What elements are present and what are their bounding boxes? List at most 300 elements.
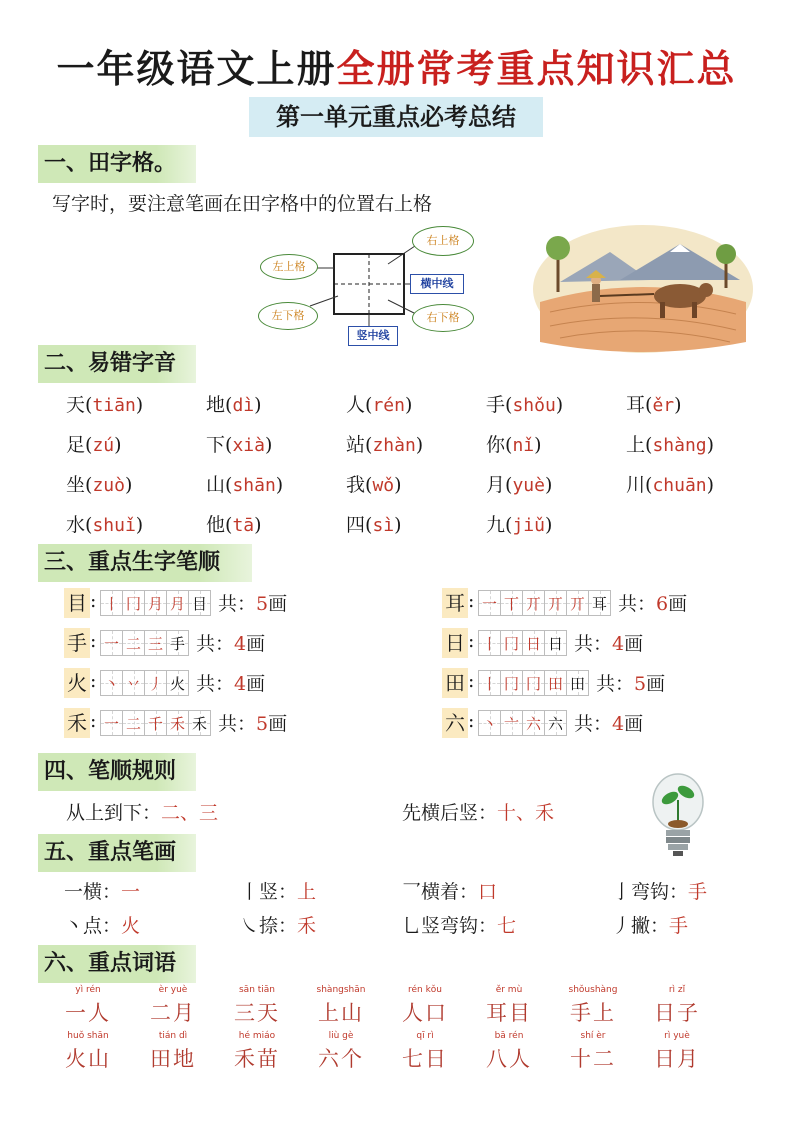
paren-close: ) bbox=[544, 474, 553, 496]
pronunciation-item bbox=[626, 390, 682, 417]
key-word-item bbox=[390, 985, 460, 1027]
stroke-step-box bbox=[500, 590, 523, 616]
stroke-step-boxes bbox=[100, 590, 210, 616]
paren-open: ( bbox=[225, 434, 233, 456]
stroke-step-box bbox=[122, 630, 145, 656]
word-pinyin: rì zǐ bbox=[668, 985, 686, 995]
stroke-name: 横： bbox=[83, 881, 122, 903]
stroke-name: 捺： bbox=[259, 915, 298, 937]
paren-open: ( bbox=[85, 394, 93, 416]
stroke-step-box bbox=[122, 670, 145, 696]
paren-close: ) bbox=[544, 514, 553, 536]
paren-open: ( bbox=[365, 434, 373, 456]
word-text: 田地 bbox=[150, 1047, 196, 1071]
word-pinyin: shí èr bbox=[580, 1031, 606, 1041]
pronunciation-item bbox=[346, 510, 402, 537]
stroke-step-glyph: 亠 bbox=[503, 715, 519, 733]
stroke-symbol: 乚 bbox=[402, 915, 422, 937]
pronunciation-pinyin: sì bbox=[372, 515, 395, 536]
paren-open: ( bbox=[505, 394, 513, 416]
stroke-unit: 画 bbox=[624, 713, 644, 735]
stroke-symbol: ㇏ bbox=[240, 915, 260, 937]
stroke-total bbox=[218, 709, 287, 736]
label-bottom-left: 左下格 bbox=[258, 302, 318, 330]
key-word-item bbox=[306, 1031, 376, 1073]
stroke-total-count: 4 bbox=[612, 633, 625, 655]
paren-close: ) bbox=[415, 434, 424, 456]
stroke-step-box bbox=[544, 670, 567, 696]
paren-open: ( bbox=[645, 434, 653, 456]
pronunciation-pinyin: xià bbox=[232, 435, 265, 456]
colon: : bbox=[90, 710, 97, 732]
pronunciation-item bbox=[626, 470, 714, 497]
stroke-total bbox=[218, 589, 287, 616]
stroke-order-char: 火 bbox=[64, 668, 90, 698]
word-pinyin: ěr mù bbox=[495, 985, 523, 995]
stroke-step-boxes bbox=[478, 670, 588, 696]
stroke-example: 七 bbox=[497, 915, 517, 937]
pronunciation-pinyin: chuān bbox=[652, 475, 707, 496]
pronunciation-pinyin: shǒu bbox=[512, 395, 556, 416]
section-heading-stroke-order: 三、重点生字笔顺 bbox=[38, 544, 252, 582]
stroke-step-glyph: 六 bbox=[547, 715, 563, 733]
paren-open: ( bbox=[85, 474, 93, 496]
pronunciation-pinyin: shuǐ bbox=[92, 515, 136, 536]
pronunciation-pinyin: zhàn bbox=[372, 435, 416, 456]
stroke-example: 手 bbox=[669, 915, 689, 937]
title-part1: 一年级语文上册 bbox=[56, 47, 337, 91]
paren-open: ( bbox=[225, 514, 233, 536]
pronunciation-char: 地 bbox=[206, 394, 226, 416]
stroke-step-box bbox=[544, 710, 567, 736]
stroke-step-glyph: 丌 bbox=[569, 595, 585, 613]
stroke-step-glyph: 手 bbox=[169, 635, 185, 653]
paren-open: ( bbox=[85, 434, 93, 456]
key-word-item bbox=[53, 1031, 123, 1073]
label-bottom-right: 右下格 bbox=[412, 304, 474, 332]
stroke-total-count: 5 bbox=[256, 593, 269, 615]
key-word-item bbox=[306, 985, 376, 1027]
key-stroke-item bbox=[64, 911, 140, 938]
rule-top-to-bottom bbox=[66, 798, 218, 825]
pronunciation-pinyin: rén bbox=[372, 395, 405, 416]
word-text: 七日 bbox=[402, 1047, 448, 1071]
farmer-ox-illustration bbox=[530, 222, 756, 356]
key-stroke-item bbox=[612, 911, 688, 938]
key-word-item bbox=[642, 1031, 712, 1073]
stroke-symbol: 亅 bbox=[612, 881, 632, 903]
stroke-total-label: 共： bbox=[574, 713, 613, 735]
pronunciation-char: 你 bbox=[486, 434, 506, 456]
label-top-right: 右上格 bbox=[412, 226, 474, 256]
stroke-step-box bbox=[544, 630, 567, 656]
stroke-example: 上 bbox=[297, 881, 317, 903]
stroke-symbol: 一 bbox=[64, 881, 84, 903]
word-text: 日子 bbox=[654, 1001, 700, 1025]
paren-open: ( bbox=[645, 394, 653, 416]
pronunciation-item bbox=[346, 390, 412, 417]
stroke-step-glyph: 月 bbox=[169, 595, 185, 613]
stroke-total-label: 共： bbox=[196, 673, 235, 695]
word-pinyin: shǒushàng bbox=[568, 985, 618, 995]
stroke-order-char: 目 bbox=[64, 588, 90, 618]
paren-open: ( bbox=[505, 474, 513, 496]
lightbulb-sprout-icon bbox=[648, 770, 708, 860]
stroke-total bbox=[574, 629, 643, 656]
word-pinyin: hé miáo bbox=[238, 1031, 276, 1041]
stroke-step-glyph: 丨 bbox=[103, 595, 119, 613]
stroke-total bbox=[196, 669, 265, 696]
stroke-step-box bbox=[522, 630, 545, 656]
stroke-step-glyph: 冂 bbox=[503, 635, 519, 653]
paren-close: ) bbox=[275, 474, 284, 496]
stroke-step-boxes bbox=[478, 630, 566, 656]
word-pinyin: sān tiān bbox=[238, 985, 276, 995]
pronunciation-char: 四 bbox=[346, 514, 366, 536]
stroke-step-box bbox=[144, 590, 167, 616]
pronunciation-char: 站 bbox=[346, 434, 366, 456]
page-title bbox=[0, 38, 793, 93]
word-pinyin: liù gè bbox=[328, 1031, 354, 1041]
word-pinyin: bā rén bbox=[494, 1031, 524, 1041]
pronunciation-item bbox=[66, 510, 143, 537]
paren-close: ) bbox=[394, 474, 402, 496]
stroke-name: 撇： bbox=[631, 915, 670, 937]
section-heading-grid: 一、田字格。 bbox=[38, 145, 196, 183]
stroke-step-glyph: 火 bbox=[169, 675, 185, 693]
stroke-order-char: 手 bbox=[64, 628, 90, 658]
stroke-total-count: 4 bbox=[234, 633, 247, 655]
word-text: 手上 bbox=[570, 1001, 616, 1025]
word-text: 六个 bbox=[318, 1047, 364, 1071]
key-word-item bbox=[474, 985, 544, 1027]
stroke-step-glyph: 丷 bbox=[125, 675, 141, 693]
word-pinyin: shàngshān bbox=[316, 985, 366, 995]
stroke-order-char: 耳 bbox=[442, 588, 468, 618]
pronunciation-item bbox=[486, 390, 563, 417]
stroke-total-label: 共： bbox=[218, 593, 257, 615]
stroke-symbol: 丨 bbox=[240, 881, 260, 903]
pronunciation-char: 九 bbox=[486, 514, 506, 536]
stroke-step-glyph: 日 bbox=[525, 635, 541, 653]
key-stroke-item bbox=[402, 877, 497, 904]
colon: : bbox=[90, 590, 97, 612]
stroke-total-label: 共： bbox=[218, 713, 257, 735]
stroke-step-glyph: 田 bbox=[547, 675, 563, 693]
stroke-step-box bbox=[166, 710, 189, 736]
stroke-step-box bbox=[566, 590, 589, 616]
stroke-step-glyph: 冂 bbox=[525, 675, 541, 693]
stroke-name: 横着： bbox=[421, 881, 479, 903]
stroke-step-glyph: 目 bbox=[191, 595, 207, 613]
stroke-step-box bbox=[522, 710, 545, 736]
paren-open: ( bbox=[505, 434, 513, 456]
stroke-example: 口 bbox=[478, 881, 498, 903]
stroke-example: 一 bbox=[121, 881, 141, 903]
stroke-unit: 画 bbox=[268, 593, 288, 615]
stroke-total bbox=[596, 669, 665, 696]
stroke-step-box bbox=[566, 670, 589, 696]
paren-close: ) bbox=[264, 434, 273, 456]
stroke-step-box bbox=[100, 710, 123, 736]
pronunciation-pinyin: tiān bbox=[92, 395, 136, 416]
pronunciation-item bbox=[66, 430, 122, 457]
word-text: 十二 bbox=[570, 1047, 616, 1071]
grid-intro-text: 写字时，要注意笔画在田字格中的位置右上格 bbox=[52, 193, 433, 215]
stroke-step-glyph: 月 bbox=[147, 595, 163, 613]
pronunciation-pinyin: yuè bbox=[512, 475, 545, 496]
key-word-item bbox=[138, 1031, 208, 1073]
colon: : bbox=[468, 710, 475, 732]
word-text: 上山 bbox=[318, 1001, 364, 1025]
pronunciation-char: 他 bbox=[206, 514, 226, 536]
stroke-order-char: 日 bbox=[442, 628, 468, 658]
stroke-unit: 画 bbox=[246, 633, 266, 655]
stroke-step-glyph: 六 bbox=[525, 715, 541, 733]
pronunciation-item bbox=[626, 430, 714, 457]
stroke-step-glyph: 田 bbox=[569, 675, 585, 693]
paren-close: ) bbox=[254, 514, 262, 536]
key-word-item bbox=[642, 985, 712, 1027]
stroke-total-count: 5 bbox=[256, 713, 269, 735]
word-text: 人口 bbox=[402, 1001, 448, 1025]
stroke-name: 竖： bbox=[259, 881, 298, 903]
label-top-left: 左上格 bbox=[260, 254, 318, 280]
pronunciation-char: 川 bbox=[626, 474, 646, 496]
stroke-total bbox=[574, 709, 643, 736]
tianzige-diagram bbox=[248, 220, 488, 350]
pronunciation-char: 月 bbox=[486, 474, 506, 496]
stroke-step-glyph: 一 bbox=[481, 595, 497, 613]
key-stroke-item bbox=[612, 877, 707, 904]
paren-open: ( bbox=[225, 474, 233, 496]
pronunciation-char: 耳 bbox=[626, 394, 646, 416]
stroke-step-box bbox=[188, 710, 211, 736]
key-word-item bbox=[474, 1031, 544, 1073]
stroke-unit: 画 bbox=[646, 673, 666, 695]
paren-open: ( bbox=[365, 394, 373, 416]
section-heading-key-words: 六、重点词语 bbox=[38, 945, 196, 983]
stroke-step-glyph: 丌 bbox=[525, 595, 541, 613]
stroke-total-count: 5 bbox=[634, 673, 647, 695]
stroke-name: 点： bbox=[83, 915, 122, 937]
stroke-step-glyph: 丅 bbox=[503, 595, 519, 613]
stroke-step-box bbox=[122, 710, 145, 736]
paren-open: ( bbox=[225, 394, 233, 416]
pronunciation-char: 上 bbox=[626, 434, 646, 456]
key-word-item bbox=[558, 985, 628, 1027]
stroke-example: 禾 bbox=[297, 915, 317, 937]
key-word-item bbox=[53, 985, 123, 1027]
stroke-step-box bbox=[478, 670, 501, 696]
stroke-step-glyph: 丶 bbox=[103, 675, 119, 693]
stroke-step-glyph: 丿 bbox=[147, 675, 163, 693]
key-word-item bbox=[222, 985, 292, 1027]
section-heading-pronunciation: 二、易错字音 bbox=[38, 345, 196, 383]
pronunciation-item bbox=[206, 510, 262, 537]
colon: : bbox=[90, 670, 97, 692]
paren-close: ) bbox=[706, 434, 715, 456]
key-word-item bbox=[138, 985, 208, 1027]
stroke-step-glyph: 耳 bbox=[591, 595, 607, 613]
stroke-step-glyph: 二 bbox=[125, 635, 141, 653]
pronunciation-char: 人 bbox=[346, 394, 366, 416]
stroke-order-char: 田 bbox=[442, 668, 468, 698]
word-pinyin: qī rì bbox=[416, 1031, 434, 1041]
stroke-step-box bbox=[144, 630, 167, 656]
paren-close: ) bbox=[555, 394, 564, 416]
word-text: 禾苗 bbox=[234, 1047, 280, 1071]
paren-open: ( bbox=[365, 514, 373, 536]
stroke-step-glyph: 禾 bbox=[169, 715, 185, 733]
word-text: 日月 bbox=[654, 1047, 700, 1071]
label-horizontal-center: 横中线 bbox=[410, 274, 464, 294]
word-pinyin: yì rén bbox=[75, 985, 101, 995]
pronunciation-char: 坐 bbox=[66, 474, 86, 496]
paren-close: ) bbox=[114, 434, 122, 456]
stroke-total-count: 4 bbox=[234, 673, 247, 695]
stroke-symbol: 丶 bbox=[64, 915, 84, 937]
stroke-total-label: 共： bbox=[574, 633, 613, 655]
stroke-unit: 画 bbox=[624, 633, 644, 655]
pronunciation-item bbox=[486, 470, 552, 497]
rule-horizontal-first bbox=[402, 798, 554, 825]
paren-close: ) bbox=[124, 474, 133, 496]
stroke-symbol: 丿 bbox=[612, 915, 632, 937]
word-text: 耳目 bbox=[486, 1001, 532, 1025]
stroke-step-box bbox=[478, 710, 501, 736]
pronunciation-char: 水 bbox=[66, 514, 86, 536]
colon: : bbox=[468, 590, 475, 612]
word-text: 八人 bbox=[486, 1047, 532, 1071]
key-word-item bbox=[390, 1031, 460, 1073]
paren-open: ( bbox=[505, 514, 513, 536]
paren-close: ) bbox=[674, 394, 682, 416]
title-part2: 全册常考重点知识汇总 bbox=[336, 47, 737, 91]
pronunciation-pinyin: tā bbox=[232, 515, 255, 536]
stroke-total bbox=[196, 629, 265, 656]
stroke-step-glyph: 冂 bbox=[503, 675, 519, 693]
pronunciation-item bbox=[486, 430, 542, 457]
rule-label: 先横后竖： bbox=[402, 802, 498, 824]
rule-example: 二、三 bbox=[161, 802, 219, 824]
stroke-step-glyph: 禾 bbox=[191, 715, 207, 733]
stroke-step-glyph: 千 bbox=[147, 715, 163, 733]
stroke-total-count: 4 bbox=[612, 713, 625, 735]
pronunciation-item bbox=[206, 470, 283, 497]
stroke-step-glyph: 丌 bbox=[547, 595, 563, 613]
stroke-step-box bbox=[100, 590, 123, 616]
stroke-step-glyph: 一 bbox=[103, 635, 119, 653]
stroke-step-box bbox=[144, 670, 167, 696]
pronunciation-char: 下 bbox=[206, 434, 226, 456]
stroke-step-box bbox=[122, 590, 145, 616]
stroke-step-box bbox=[588, 590, 611, 616]
paren-close: ) bbox=[135, 514, 144, 536]
colon: : bbox=[468, 670, 475, 692]
pronunciation-pinyin: dì bbox=[232, 395, 255, 416]
stroke-step-box bbox=[544, 590, 567, 616]
stroke-step-box bbox=[522, 670, 545, 696]
paren-close: ) bbox=[394, 514, 402, 536]
stroke-step-boxes bbox=[100, 630, 188, 656]
stroke-step-box bbox=[500, 630, 523, 656]
stroke-step-box bbox=[478, 630, 501, 656]
stroke-step-box bbox=[500, 670, 523, 696]
stroke-step-boxes bbox=[100, 710, 210, 736]
stroke-step-boxes bbox=[100, 670, 188, 696]
key-word-item bbox=[558, 1031, 628, 1073]
word-text: 一人 bbox=[65, 1001, 111, 1025]
stroke-step-boxes bbox=[478, 590, 610, 616]
stroke-step-glyph: 丶 bbox=[481, 715, 497, 733]
key-stroke-item bbox=[240, 911, 316, 938]
paren-close: ) bbox=[135, 394, 144, 416]
pronunciation-item bbox=[346, 470, 402, 497]
pronunciation-pinyin: zú bbox=[92, 435, 115, 456]
stroke-step-box bbox=[522, 590, 545, 616]
stroke-step-box bbox=[100, 630, 123, 656]
stroke-step-glyph: 丨 bbox=[481, 635, 497, 653]
stroke-step-box bbox=[100, 670, 123, 696]
stroke-unit: 画 bbox=[268, 713, 288, 735]
stroke-step-boxes bbox=[478, 710, 566, 736]
stroke-step-box bbox=[500, 710, 523, 736]
paren-open: ( bbox=[365, 474, 373, 496]
pronunciation-pinyin: wǒ bbox=[372, 475, 395, 496]
pronunciation-pinyin: shān bbox=[232, 475, 276, 496]
pronunciation-char: 手 bbox=[486, 394, 506, 416]
stroke-step-box bbox=[166, 630, 189, 656]
stroke-example: 手 bbox=[688, 881, 708, 903]
key-word-item bbox=[222, 1031, 292, 1073]
pronunciation-pinyin: jiǔ bbox=[512, 515, 545, 536]
paren-close: ) bbox=[706, 474, 715, 496]
colon: : bbox=[90, 630, 97, 652]
word-text: 二月 bbox=[150, 1001, 196, 1025]
pronunciation-pinyin: zuò bbox=[92, 475, 125, 496]
stroke-total bbox=[618, 589, 687, 616]
pronunciation-char: 天 bbox=[66, 394, 86, 416]
key-stroke-item bbox=[240, 877, 316, 904]
word-pinyin: rì yuè bbox=[664, 1031, 690, 1041]
stroke-unit: 画 bbox=[246, 673, 266, 695]
stroke-symbol: 乛 bbox=[402, 881, 422, 903]
stroke-step-glyph: 一 bbox=[103, 715, 119, 733]
pronunciation-item bbox=[206, 430, 272, 457]
stroke-step-box bbox=[188, 590, 211, 616]
stroke-step-box bbox=[144, 710, 167, 736]
section-heading-stroke-rules: 四、笔顺规则 bbox=[38, 753, 196, 791]
rule-example: 十、禾 bbox=[497, 802, 555, 824]
stroke-step-box bbox=[478, 590, 501, 616]
stroke-total-label: 共： bbox=[596, 673, 635, 695]
rule-label: 从上到下： bbox=[66, 802, 162, 824]
stroke-order-char: 六 bbox=[442, 708, 468, 738]
paren-close: ) bbox=[534, 434, 542, 456]
stroke-step-box bbox=[166, 590, 189, 616]
stroke-order-char: 禾 bbox=[64, 708, 90, 738]
pronunciation-item bbox=[346, 430, 423, 457]
section-heading-key-strokes: 五、重点笔画 bbox=[38, 834, 196, 872]
stroke-step-glyph: 冂 bbox=[125, 595, 141, 613]
stroke-unit: 画 bbox=[668, 593, 688, 615]
pronunciation-item bbox=[66, 470, 132, 497]
word-text: 三天 bbox=[234, 1001, 280, 1025]
pronunciation-char: 足 bbox=[66, 434, 86, 456]
pronunciation-pinyin: shàng bbox=[652, 435, 707, 456]
stroke-step-glyph: 二 bbox=[125, 715, 141, 733]
